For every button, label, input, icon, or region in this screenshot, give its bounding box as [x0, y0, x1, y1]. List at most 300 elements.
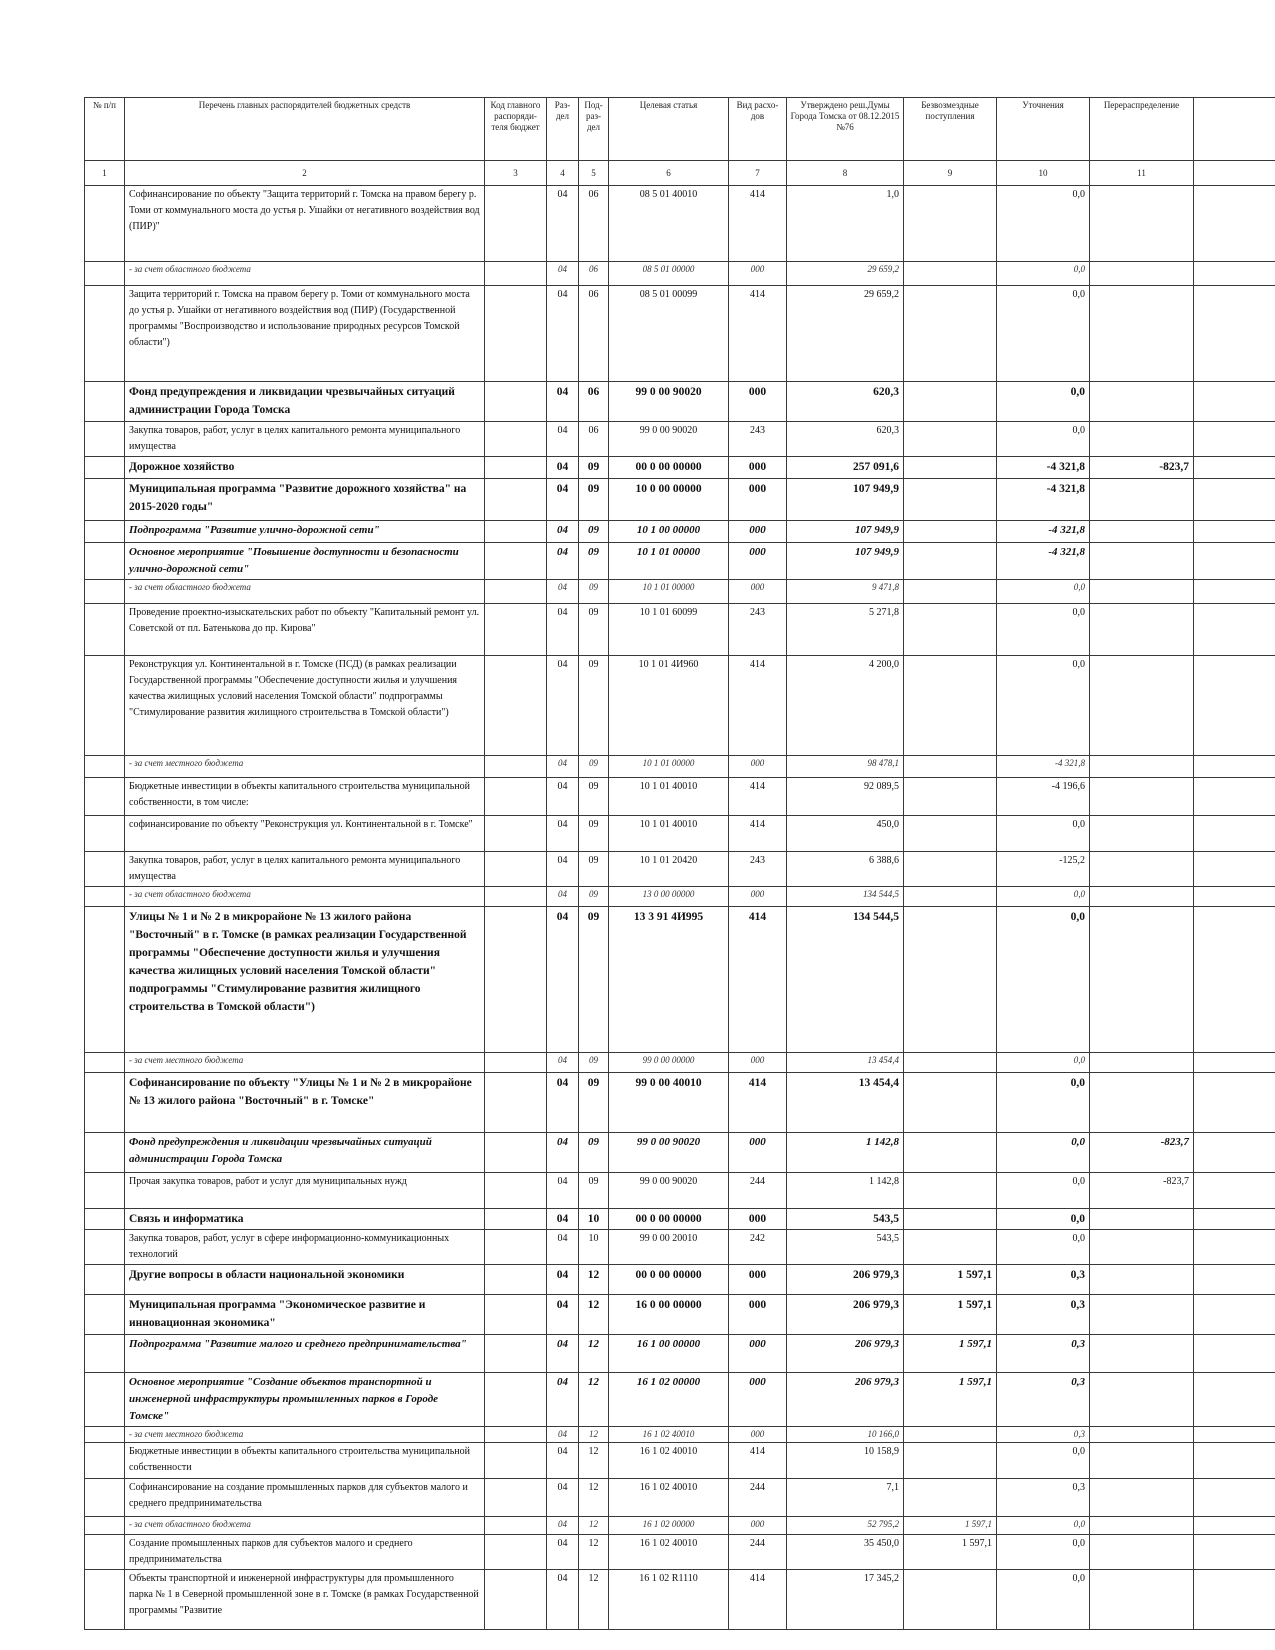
approved-amount-cell: 29 659,2 [787, 286, 904, 382]
row-number-cell [85, 382, 125, 422]
section-cell: 04 [547, 1133, 579, 1173]
manager-code-cell [485, 1230, 547, 1265]
row-number-cell [85, 186, 125, 262]
item-name-cell: Другие вопросы в области национальной экономики [125, 1265, 485, 1295]
target-article-cell: 16 1 02 40010 [609, 1479, 729, 1517]
cut-column-cell [1194, 852, 1275, 887]
cut-column-cell [1194, 1053, 1275, 1073]
expense-type-cell: 244 [729, 1173, 787, 1209]
target-article-cell: 08 5 01 40010 [609, 186, 729, 262]
gratuitous-receipts-cell [904, 262, 997, 286]
refinement-cell: 0,3 [997, 1265, 1090, 1295]
cut-column-cell [1194, 262, 1275, 286]
row-number-cell [85, 286, 125, 382]
subsection-cell: 12 [579, 1265, 609, 1295]
item-name-cell: Закупка товаров, работ, услуг в сфере информационно-коммуникационных технологий [125, 1230, 485, 1265]
refinement-cell: 0,0 [997, 1517, 1090, 1535]
target-article-cell: 08 5 01 00099 [609, 286, 729, 382]
row-number-cell [85, 1173, 125, 1209]
expense-type-cell: 414 [729, 1073, 787, 1133]
item-name-cell: Прочая закупка товаров, работ и услуг для муниципальных нужд [125, 1173, 485, 1209]
gratuitous-receipts-cell [904, 1133, 997, 1173]
expense-type-cell: 242 [729, 1230, 787, 1265]
redistribution-cell [1090, 262, 1194, 286]
column-number: 11 [1090, 161, 1194, 186]
subsection-cell: 09 [579, 521, 609, 543]
target-article-cell: 16 1 02 40010 [609, 1535, 729, 1570]
cut-column-cell [1194, 186, 1275, 262]
approved-amount-cell: 1,0 [787, 186, 904, 262]
expense-type-cell: 244 [729, 1535, 787, 1570]
target-article-cell: 00 0 00 00000 [609, 457, 729, 479]
subsection-cell: 09 [579, 1053, 609, 1073]
table-row [85, 1570, 1275, 1630]
row-number-cell [85, 778, 125, 816]
expense-type-cell: 000 [729, 1053, 787, 1073]
approved-amount-cell: 206 979,3 [787, 1373, 904, 1427]
refinement-cell: 0,0 [997, 1133, 1090, 1173]
section-cell: 04 [547, 422, 579, 457]
section-cell: 04 [547, 756, 579, 778]
manager-code-cell [485, 382, 547, 422]
refinement-cell: 0,0 [997, 604, 1090, 656]
approved-amount-cell: 134 544,5 [787, 887, 904, 907]
cut-column-cell [1194, 778, 1275, 816]
item-name-cell: Защита территорий г. Томска на правом берегу р. Томи от коммунального моста до устья р. Ушайки от негативного воздействия вод (ПИР) (Государственной программы "Воспроизводство и использование природных ресурсов Томской области") [125, 286, 485, 382]
section-cell: 04 [547, 1265, 579, 1295]
refinement-cell: 0,0 [997, 816, 1090, 852]
subsection-cell: 09 [579, 656, 609, 756]
target-article-cell: 99 0 00 90020 [609, 1173, 729, 1209]
header-cell: Под-раз-дел [579, 98, 609, 161]
approved-amount-cell: 206 979,3 [787, 1335, 904, 1373]
row-number-cell [85, 852, 125, 887]
item-name-cell: - за счет местного бюджета [125, 1427, 485, 1443]
gratuitous-receipts-cell [904, 852, 997, 887]
approved-amount-cell: 206 979,3 [787, 1265, 904, 1295]
row-number-cell [85, 543, 125, 580]
column-number: 8 [787, 161, 904, 186]
header-cell-cut [1194, 98, 1275, 161]
manager-code-cell [485, 1570, 547, 1630]
approved-amount-cell: 257 091,6 [787, 457, 904, 479]
refinement-cell: 0,3 [997, 1427, 1090, 1443]
expense-type-cell: 000 [729, 262, 787, 286]
cut-column-cell [1194, 286, 1275, 382]
approved-amount-cell: 107 949,9 [787, 479, 904, 521]
refinement-cell: -4 321,8 [997, 543, 1090, 580]
subsection-cell: 12 [579, 1517, 609, 1535]
refinement-cell: 0,0 [997, 1053, 1090, 1073]
manager-code-cell [485, 521, 547, 543]
target-article-cell: 10 1 01 00000 [609, 580, 729, 604]
redistribution-cell [1090, 1535, 1194, 1570]
redistribution-cell [1090, 1230, 1194, 1265]
table-row [85, 1053, 1275, 1073]
subsection-cell: 09 [579, 1173, 609, 1209]
manager-code-cell [485, 580, 547, 604]
target-article-cell: 16 0 00 00000 [609, 1295, 729, 1335]
approved-amount-cell: 107 949,9 [787, 521, 904, 543]
table-row [85, 1295, 1275, 1335]
header-cell: Уточнения [997, 98, 1090, 161]
approved-amount-cell: 5 271,8 [787, 604, 904, 656]
manager-code-cell [485, 543, 547, 580]
manager-code-cell [485, 604, 547, 656]
table-row [85, 457, 1275, 479]
item-name-cell: Подпрограмма "Развитие улично-дорожной сети" [125, 521, 485, 543]
refinement-cell: 0,0 [997, 887, 1090, 907]
cut-column-cell [1194, 580, 1275, 604]
section-cell: 04 [547, 604, 579, 656]
manager-code-cell [485, 756, 547, 778]
manager-code-cell [485, 778, 547, 816]
expense-type-cell: 000 [729, 1335, 787, 1373]
manager-code-cell [485, 852, 547, 887]
target-article-cell: 10 1 01 40010 [609, 816, 729, 852]
table-row [85, 1517, 1275, 1535]
cut-column-cell [1194, 1230, 1275, 1265]
table-row [85, 1443, 1275, 1479]
expense-type-cell: 414 [729, 816, 787, 852]
cut-column-cell [1194, 457, 1275, 479]
item-name-cell: Основное мероприятие "Повышение доступности и безопасности улично-дорожной сети" [125, 543, 485, 580]
refinement-cell: 0,0 [997, 186, 1090, 262]
gratuitous-receipts-cell [904, 887, 997, 907]
item-name-cell: Бюджетные инвестиции в объекты капитального строительства муниципальной собственности, в том числе: [125, 778, 485, 816]
gratuitous-receipts-cell [904, 521, 997, 543]
section-cell: 04 [547, 1209, 579, 1230]
section-cell: 04 [547, 1230, 579, 1265]
gratuitous-receipts-cell [904, 656, 997, 756]
section-cell: 04 [547, 1443, 579, 1479]
section-cell: 04 [547, 1053, 579, 1073]
row-number-cell [85, 1443, 125, 1479]
item-name-cell: софинансирование по объекту "Реконструкция ул. Континентальной в г. Томске" [125, 816, 485, 852]
table-row [85, 479, 1275, 521]
table-row [85, 1173, 1275, 1209]
row-number-cell [85, 262, 125, 286]
redistribution-cell [1090, 580, 1194, 604]
row-number-cell [85, 1133, 125, 1173]
subsection-cell: 12 [579, 1373, 609, 1427]
subsection-cell: 09 [579, 778, 609, 816]
redistribution-cell: -823,7 [1090, 1173, 1194, 1209]
target-article-cell: 10 1 01 60099 [609, 604, 729, 656]
refinement-cell: 0,0 [997, 382, 1090, 422]
subsection-cell: 09 [579, 543, 609, 580]
expense-type-cell: 000 [729, 1517, 787, 1535]
refinement-cell: 0,0 [997, 422, 1090, 457]
gratuitous-receipts-cell [904, 1427, 997, 1443]
refinement-cell: -125,2 [997, 852, 1090, 887]
expense-type-cell: 000 [729, 543, 787, 580]
table-row [85, 1265, 1275, 1295]
manager-code-cell [485, 907, 547, 1053]
gratuitous-receipts-cell [904, 604, 997, 656]
manager-code-cell [485, 479, 547, 521]
redistribution-cell [1090, 656, 1194, 756]
table-header-row [85, 98, 1275, 161]
table-row [85, 382, 1275, 422]
redistribution-cell [1090, 1570, 1194, 1630]
cut-column-cell [1194, 521, 1275, 543]
manager-code-cell [485, 1335, 547, 1373]
row-number-cell [85, 1230, 125, 1265]
expense-type-cell: 000 [729, 1209, 787, 1230]
approved-amount-cell: 450,0 [787, 816, 904, 852]
item-name-cell: Улицы № 1 и № 2 в микрорайоне № 13 жилого района "Восточный" в г. Томске (в рамках реализации Государственной программы "Обеспечение доступности жилья и улучшения качества жилищных условий населения Томской области" подпрограммы "Стимулирование развития жилищного строительства в Томской области") [125, 907, 485, 1053]
row-number-cell [85, 1295, 125, 1335]
target-article-cell: 16 1 02 R1110 [609, 1570, 729, 1630]
redistribution-cell [1090, 1209, 1194, 1230]
refinement-cell: 0,0 [997, 1443, 1090, 1479]
header-cell: Утверждено реш.Думы Города Томска от 08.12.2015 №76 [787, 98, 904, 161]
item-name-cell: Муниципальная программа "Развитие дорожного хозяйства" на 2015-2020 годы" [125, 479, 485, 521]
gratuitous-receipts-cell [904, 457, 997, 479]
table-row [85, 580, 1275, 604]
section-cell: 04 [547, 186, 579, 262]
manager-code-cell [485, 1443, 547, 1479]
column-number: 5 [579, 161, 609, 186]
expense-type-cell: 244 [729, 1479, 787, 1517]
cut-column-cell [1194, 543, 1275, 580]
item-name-cell: Дорожное хозяйство [125, 457, 485, 479]
table-row [85, 1427, 1275, 1443]
manager-code-cell [485, 887, 547, 907]
expense-type-cell: 000 [729, 887, 787, 907]
approved-amount-cell: 1 142,8 [787, 1173, 904, 1209]
refinement-cell: 0,0 [997, 1073, 1090, 1133]
refinement-cell: 0,0 [997, 907, 1090, 1053]
subsection-cell: 12 [579, 1295, 609, 1335]
redistribution-cell [1090, 1427, 1194, 1443]
expense-type-cell: 414 [729, 907, 787, 1053]
section-cell: 04 [547, 1517, 579, 1535]
target-article-cell: 00 0 00 00000 [609, 1209, 729, 1230]
table-row [85, 521, 1275, 543]
table-row [85, 887, 1275, 907]
subsection-cell: 09 [579, 887, 609, 907]
cut-column-cell [1194, 1443, 1275, 1479]
section-cell: 04 [547, 1427, 579, 1443]
cut-column-cell [1194, 422, 1275, 457]
manager-code-cell [485, 656, 547, 756]
cut-column-cell [1194, 1173, 1275, 1209]
redistribution-cell [1090, 479, 1194, 521]
refinement-cell: 0,3 [997, 1335, 1090, 1373]
approved-amount-cell: 17 345,2 [787, 1570, 904, 1630]
subsection-cell: 06 [579, 286, 609, 382]
refinement-cell: -4 321,8 [997, 521, 1090, 543]
section-cell: 04 [547, 1570, 579, 1630]
refinement-cell: -4 196,6 [997, 778, 1090, 816]
section-cell: 04 [547, 656, 579, 756]
header-cell: Перечень главных распорядителей бюджетных средств [125, 98, 485, 161]
section-cell: 04 [547, 887, 579, 907]
target-article-cell: 16 1 02 00000 [609, 1373, 729, 1427]
table-row [85, 756, 1275, 778]
expense-type-cell: 414 [729, 778, 787, 816]
gratuitous-receipts-cell [904, 756, 997, 778]
approved-amount-cell: 107 949,9 [787, 543, 904, 580]
column-number: 3 [485, 161, 547, 186]
table-row [85, 656, 1275, 756]
approved-amount-cell: 620,3 [787, 382, 904, 422]
target-article-cell: 16 1 02 00000 [609, 1517, 729, 1535]
section-cell: 04 [547, 1295, 579, 1335]
row-number-cell [85, 604, 125, 656]
section-cell: 04 [547, 1335, 579, 1373]
section-cell: 04 [547, 1373, 579, 1427]
refinement-cell: 0,0 [997, 1209, 1090, 1230]
refinement-cell: 0,0 [997, 1173, 1090, 1209]
gratuitous-receipts-cell [904, 1053, 997, 1073]
item-name-cell: Фонд предупреждения и ликвидации чрезвычайных ситуаций администрации Города Томска [125, 382, 485, 422]
row-number-cell [85, 1373, 125, 1427]
redistribution-cell [1090, 604, 1194, 656]
redistribution-cell [1090, 1443, 1194, 1479]
gratuitous-receipts-cell [904, 907, 997, 1053]
table-row [85, 1373, 1275, 1427]
expense-type-cell: 000 [729, 521, 787, 543]
gratuitous-receipts-cell [904, 1479, 997, 1517]
gratuitous-receipts-cell: 1 597,1 [904, 1295, 997, 1335]
redistribution-cell [1090, 1053, 1194, 1073]
table-row [85, 1479, 1275, 1517]
expense-type-cell: 000 [729, 580, 787, 604]
subsection-cell: 12 [579, 1535, 609, 1570]
redistribution-cell [1090, 521, 1194, 543]
section-cell: 04 [547, 580, 579, 604]
item-name-cell: - за счет местного бюджета [125, 1053, 485, 1073]
approved-amount-cell: 98 478,1 [787, 756, 904, 778]
redistribution-cell [1090, 1265, 1194, 1295]
approved-amount-cell: 1 142,8 [787, 1133, 904, 1173]
approved-amount-cell: 13 454,4 [787, 1053, 904, 1073]
row-number-cell [85, 1535, 125, 1570]
manager-code-cell [485, 1479, 547, 1517]
section-cell: 04 [547, 262, 579, 286]
item-name-cell: Проведение проектно-изыскательских работ по объекту "Капитальный ремонт ул. Советской от пл. Батенькова до пр. Кирова" [125, 604, 485, 656]
section-cell: 04 [547, 1073, 579, 1133]
item-name-cell: - за счет областного бюджета [125, 262, 485, 286]
refinement-cell: 0,3 [997, 1295, 1090, 1335]
redistribution-cell [1090, 382, 1194, 422]
refinement-cell: 0,0 [997, 656, 1090, 756]
row-number-cell [85, 479, 125, 521]
row-number-cell [85, 907, 125, 1053]
expense-type-cell: 243 [729, 852, 787, 887]
subsection-cell: 09 [579, 604, 609, 656]
cut-column-cell [1194, 1073, 1275, 1133]
table-row [85, 286, 1275, 382]
refinement-cell: -4 321,8 [997, 756, 1090, 778]
gratuitous-receipts-cell [904, 816, 997, 852]
expense-type-cell: 243 [729, 422, 787, 457]
manager-code-cell [485, 1209, 547, 1230]
manager-code-cell [485, 1295, 547, 1335]
expense-type-cell: 000 [729, 1427, 787, 1443]
expense-type-cell: 243 [729, 604, 787, 656]
refinement-cell: 0,0 [997, 1230, 1090, 1265]
subsection-cell: 06 [579, 382, 609, 422]
cut-column-cell [1194, 1427, 1275, 1443]
gratuitous-receipts-cell [904, 580, 997, 604]
target-article-cell: 13 3 91 4И995 [609, 907, 729, 1053]
cut-column-cell [1194, 907, 1275, 1053]
column-number: 10 [997, 161, 1090, 186]
subsection-cell: 09 [579, 457, 609, 479]
manager-code-cell [485, 1535, 547, 1570]
column-number-row [85, 161, 1275, 186]
redistribution-cell [1090, 186, 1194, 262]
refinement-cell: -4 321,8 [997, 457, 1090, 479]
manager-code-cell [485, 1517, 547, 1535]
section-cell: 04 [547, 521, 579, 543]
header-cell: № п/п [85, 98, 125, 161]
target-article-cell: 16 1 02 40010 [609, 1443, 729, 1479]
refinement-cell: 0,0 [997, 286, 1090, 382]
row-number-cell [85, 1570, 125, 1630]
header-cell: Безвозмездные поступления [904, 98, 997, 161]
item-name-cell: Софинансирование по объекту "Улицы № 1 и № 2 в микрорайоне № 13 жилого района "Восточный" в г. Томске" [125, 1073, 485, 1133]
row-number-cell [85, 1479, 125, 1517]
subsection-cell: 09 [579, 852, 609, 887]
target-article-cell: 10 1 01 4И960 [609, 656, 729, 756]
approved-amount-cell: 134 544,5 [787, 907, 904, 1053]
subsection-cell: 09 [579, 1133, 609, 1173]
approved-amount-cell: 10 166,0 [787, 1427, 904, 1443]
item-name-cell: Муниципальная программа "Экономическое развитие и инновационная экономика" [125, 1295, 485, 1335]
subsection-cell: 06 [579, 186, 609, 262]
cut-column-cell [1194, 887, 1275, 907]
gratuitous-receipts-cell [904, 422, 997, 457]
target-article-cell: 10 1 01 20420 [609, 852, 729, 887]
target-article-cell: 99 0 00 90020 [609, 422, 729, 457]
column-number-cut [1194, 161, 1275, 186]
target-article-cell: 10 1 01 40010 [609, 778, 729, 816]
table-row [85, 852, 1275, 887]
row-number-cell [85, 756, 125, 778]
expense-type-cell: 000 [729, 382, 787, 422]
subsection-cell: 06 [579, 262, 609, 286]
item-name-cell: Подпрограмма "Развитие малого и среднего предпринимательства" [125, 1335, 485, 1373]
item-name-cell: Реконструкция ул. Континентальной в г. Томске (ПСД) (в рамках реализации Государственной программы "Обеспечение доступности жилья и улучшения качества жилищных условий населения Томской области" подпрограммы "Стимулирование развития жилищного строительства в Томской области") [125, 656, 485, 756]
table-row [85, 1073, 1275, 1133]
manager-code-cell [485, 1373, 547, 1427]
target-article-cell: 00 0 00 00000 [609, 1265, 729, 1295]
section-cell: 04 [547, 907, 579, 1053]
row-number-cell [85, 1073, 125, 1133]
expense-type-cell: 000 [729, 1265, 787, 1295]
gratuitous-receipts-cell: 1 597,1 [904, 1265, 997, 1295]
manager-code-cell [485, 286, 547, 382]
budget-document-sheet [84, 97, 1275, 1630]
refinement-cell: 0,0 [997, 1570, 1090, 1630]
expense-type-cell: 000 [729, 479, 787, 521]
column-number: 1 [85, 161, 125, 186]
redistribution-cell [1090, 422, 1194, 457]
approved-amount-cell: 206 979,3 [787, 1295, 904, 1335]
approved-amount-cell: 10 158,9 [787, 1443, 904, 1479]
redistribution-cell [1090, 816, 1194, 852]
target-article-cell: 16 1 00 00000 [609, 1335, 729, 1373]
gratuitous-receipts-cell [904, 1443, 997, 1479]
table-row [85, 1535, 1275, 1570]
table-row [85, 186, 1275, 262]
approved-amount-cell: 543,5 [787, 1230, 904, 1265]
